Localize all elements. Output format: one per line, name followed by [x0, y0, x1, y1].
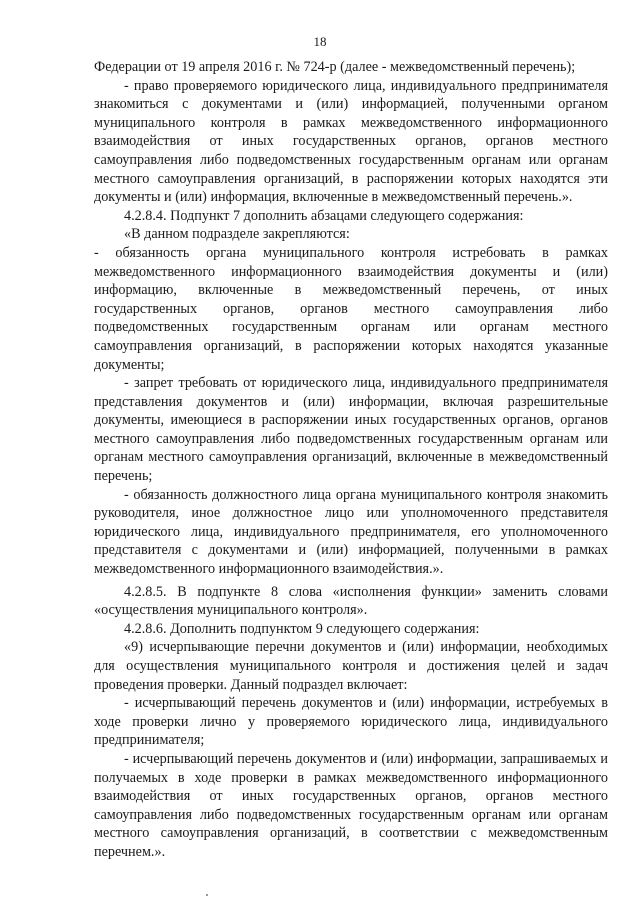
page-number: 18 — [313, 34, 327, 49]
paragraph-obligation-to-request: - обязанность органа муниципального контроля истребовать в рамках межведомственного информационного взаимодействия документы и (или) информацию, включенные в межведомственный перечень, от иных государственных органов, органов местного самоуправления либо подведомственных государственным органам или органам местного самоуправления организаций, в распоряжении которых находятся указанные документы; — [94, 244, 608, 373]
paragraph-list-personal-documents: - исчерпывающий перечень документов и (или) информации, истребуемых в ходе проверки лично у проверяемого юридического лица, индивидуального предпринимателя; — [94, 695, 608, 749]
paragraph-prohibition: - запрет требовать от юридического лица, индивидуального предпринимателя представления документов и (или) информации, включая разрешительные документы, имеющиеся в распоряжении иных государственных органов, органов местного самоуправления либо подведомственных государственным органам или органам местного самоуправления организаций, включенные в межведомственный перечень; — [94, 375, 608, 485]
paragraph-list-interagency-documents: - исчерпывающий перечень документов и (или) информации, запрашиваемых и получаемых в ходе проверки в рамках межведомственного информационного взаимодействия от иных государственных органов, органов местного самоуправления либо подведомственных государственным органам или органам местного самоуправления организаций, в соответствии с межведомственным перечнем.». — [94, 750, 608, 860]
paragraph-continuation: Федерации от 19 апреля 2016 г. № 724-р (далее - межведомственный перечень); — [94, 59, 576, 75]
paragraph-right-to-familiarize: - право проверяемого юридического лица, индивидуального предпринимателя знакомиться с документами и (или) информацией, полученными органом муниципального контроля в рамках межведомственного информационного взаимодействия от иных государственных органов, органов местного самоуправления либо подведомственных государственным органам или органам местного самоуправления организаций, в распоряжении которых находятся эти документы и (или) информация, включенные в межведомственный перечень.». — [94, 77, 608, 206]
paragraph-subsection-intro: «В данном подразделе закрепляются: — [124, 226, 350, 243]
paragraph-subpoint-9: «9) исчерпывающие перечни документов и (или) информации, необходимых для осуществления муниципального контроля и достижения целей и задач проведения проверки. Данный подраздел включает: — [94, 639, 608, 693]
scan-speck — [206, 894, 208, 896]
paragraph-clause-4-2-8-6: 4.2.8.6. Дополнить подпунктом 9 следующего содержания: — [124, 620, 480, 637]
paragraph-clause-4-2-8-4: 4.2.8.4. Подпункт 7 дополнить абзацами следующего содержания: — [124, 207, 524, 224]
paragraph-obligation-to-acquaint: - обязанность должностного лица органа муниципального контроля знакомить руководителя, иное должностное лицо или уполномоченного представителя юридического лица, индивидуального предпринимателя, его уполномоченного представителя с документами и (или) информацией, полученными в рамках межведомственного информационного взаимодействия.». — [94, 486, 608, 578]
paragraph-clause-4-2-8-5: 4.2.8.5. В подпункте 8 слова «исполнения функции» заменить словами «осуществления муниципального контроля». — [94, 583, 608, 619]
document-body — [94, 58, 608, 862]
